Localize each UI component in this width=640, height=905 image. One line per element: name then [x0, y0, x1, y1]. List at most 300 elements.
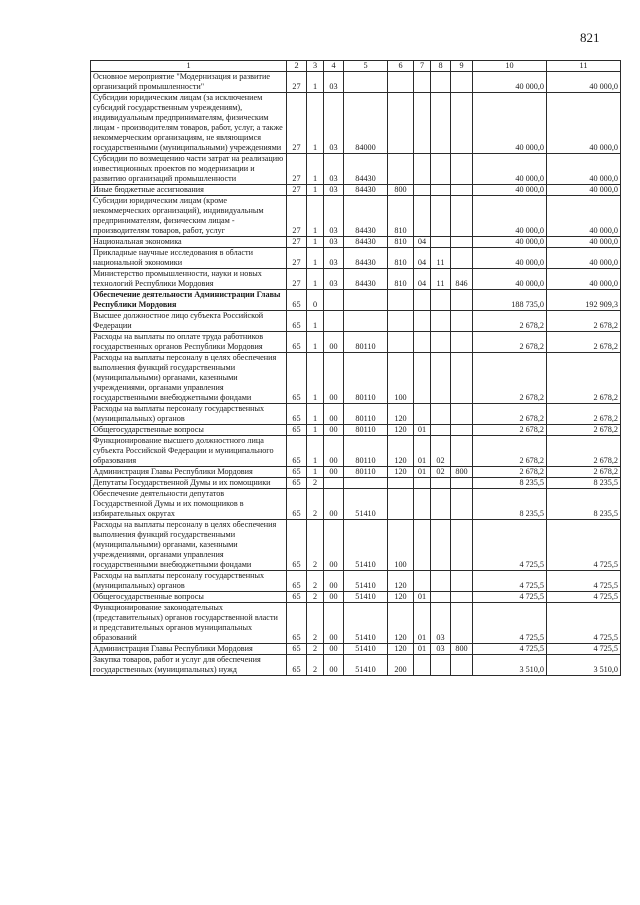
cell-col-6 — [388, 154, 414, 185]
header-cell: 1 — [91, 61, 287, 72]
cell-col-3: 1 — [307, 93, 324, 154]
header-cell: 3 — [307, 61, 324, 72]
cell-col-3: 2 — [307, 592, 324, 603]
cell-col-3: 2 — [307, 655, 324, 676]
cell-col-2: 65 — [287, 404, 307, 425]
cell-col-7 — [414, 311, 431, 332]
cell-col-4: 00 — [324, 404, 344, 425]
cell-col-6: 100 — [388, 520, 414, 571]
cell-col-3: 1 — [307, 436, 324, 467]
cell-amount-col-11: 2 678,2 — [547, 353, 621, 404]
cell-col-4: 03 — [324, 248, 344, 269]
cell-col-2: 65 — [287, 571, 307, 592]
table-row — [91, 436, 621, 467]
cell-col-8 — [431, 154, 451, 185]
cell-amount-col-10: 2 678,2 — [473, 311, 547, 332]
row-name: Субсидии юридическим лицам (за исключением субсидий государственным учреждениям), индивидуальным предпринимателям, физическим лицам - производителям товаров, работ, услуг, а также некоммерческим организациям, не являющимся государственными (муниципальными) учреждениями — [91, 93, 287, 154]
cell-col-9 — [451, 436, 473, 467]
cell-col-4: 00 — [324, 436, 344, 467]
cell-col-5: 51410 — [344, 489, 388, 520]
cell-col-8 — [431, 93, 451, 154]
table-row — [91, 425, 621, 436]
cell-col-8 — [431, 290, 451, 311]
table-row — [91, 571, 621, 592]
cell-col-7: 01 — [414, 644, 431, 655]
cell-col-6: 810 — [388, 237, 414, 248]
cell-amount-col-11: 4 725,5 — [547, 603, 621, 644]
table-row — [91, 72, 621, 93]
row-name: Расходы на выплаты персоналу государственных (муниципальных) органов — [91, 571, 287, 592]
cell-col-4: 00 — [324, 571, 344, 592]
cell-col-4: 00 — [324, 603, 344, 644]
cell-col-9 — [451, 425, 473, 436]
cell-col-4: 00 — [324, 644, 344, 655]
cell-col-3: 2 — [307, 489, 324, 520]
cell-col-5: 84430 — [344, 237, 388, 248]
row-name: Администрация Главы Республики Мордовия — [91, 467, 287, 478]
cell-col-7 — [414, 478, 431, 489]
cell-amount-col-11: 40 000,0 — [547, 154, 621, 185]
cell-col-7: 01 — [414, 603, 431, 644]
row-name: Расходы на выплаты персоналу в целях обеспечения выполнения функций государственными (муниципальными) органами, казенными учреждениями, органами управления государственными внебюджетными фондами — [91, 520, 287, 571]
cell-col-7: 01 — [414, 425, 431, 436]
cell-col-7 — [414, 520, 431, 571]
row-name: Прикладные научные исследования в области национальной экономики — [91, 248, 287, 269]
cell-amount-col-10: 4 725,5 — [473, 603, 547, 644]
cell-amount-col-10: 40 000,0 — [473, 72, 547, 93]
cell-col-5: 51410 — [344, 644, 388, 655]
cell-col-9 — [451, 290, 473, 311]
cell-col-3: 2 — [307, 571, 324, 592]
cell-amount-col-10: 2 678,2 — [473, 436, 547, 467]
cell-col-6: 810 — [388, 248, 414, 269]
cell-col-5: 51410 — [344, 571, 388, 592]
cell-col-3: 1 — [307, 196, 324, 237]
cell-col-4: 00 — [324, 425, 344, 436]
cell-col-8 — [431, 237, 451, 248]
table-row — [91, 196, 621, 237]
cell-col-5: 80110 — [344, 467, 388, 478]
cell-col-5: 84430 — [344, 154, 388, 185]
cell-col-6: 120 — [388, 404, 414, 425]
cell-col-5: 84430 — [344, 196, 388, 237]
cell-col-2: 27 — [287, 93, 307, 154]
cell-col-5: 80110 — [344, 425, 388, 436]
cell-col-9 — [451, 72, 473, 93]
cell-amount-col-11: 40 000,0 — [547, 269, 621, 290]
cell-col-7 — [414, 655, 431, 676]
cell-col-7 — [414, 571, 431, 592]
cell-col-4 — [324, 478, 344, 489]
table-row — [91, 655, 621, 676]
cell-amount-col-11: 2 678,2 — [547, 311, 621, 332]
cell-col-6: 120 — [388, 436, 414, 467]
cell-col-8 — [431, 311, 451, 332]
cell-col-7 — [414, 332, 431, 353]
header-cell: 10 — [473, 61, 547, 72]
cell-amount-col-10: 2 678,2 — [473, 353, 547, 404]
cell-col-7 — [414, 185, 431, 196]
cell-col-6: 200 — [388, 655, 414, 676]
cell-col-3: 1 — [307, 425, 324, 436]
cell-amount-col-11: 40 000,0 — [547, 196, 621, 237]
header-cell: 6 — [388, 61, 414, 72]
cell-col-2: 65 — [287, 478, 307, 489]
cell-col-2: 65 — [287, 655, 307, 676]
cell-col-5: 51410 — [344, 520, 388, 571]
cell-col-9 — [451, 571, 473, 592]
cell-col-9 — [451, 248, 473, 269]
cell-col-5 — [344, 72, 388, 93]
cell-col-9 — [451, 311, 473, 332]
cell-col-7 — [414, 93, 431, 154]
cell-amount-col-10: 2 678,2 — [473, 404, 547, 425]
table-row — [91, 603, 621, 644]
cell-amount-col-10: 40 000,0 — [473, 185, 547, 196]
cell-col-7 — [414, 404, 431, 425]
cell-col-5 — [344, 290, 388, 311]
cell-col-5: 84430 — [344, 185, 388, 196]
cell-amount-col-10: 4 725,5 — [473, 644, 547, 655]
cell-col-9 — [451, 237, 473, 248]
cell-col-2: 27 — [287, 269, 307, 290]
cell-amount-col-10: 4 725,5 — [473, 592, 547, 603]
cell-amount-col-10: 40 000,0 — [473, 93, 547, 154]
cell-amount-col-10: 40 000,0 — [473, 196, 547, 237]
header-cell: 2 — [287, 61, 307, 72]
cell-col-3: 2 — [307, 644, 324, 655]
cell-col-8: 03 — [431, 644, 451, 655]
row-name: Функционирование высшего должностного лица субъекта Российской Федерации и муниципального образования — [91, 436, 287, 467]
cell-col-9: 800 — [451, 644, 473, 655]
cell-col-3: 1 — [307, 332, 324, 353]
cell-col-3: 1 — [307, 154, 324, 185]
cell-col-9 — [451, 332, 473, 353]
cell-col-2: 65 — [287, 290, 307, 311]
cell-col-5: 80110 — [344, 436, 388, 467]
cell-amount-col-11: 4 725,5 — [547, 520, 621, 571]
cell-col-3: 2 — [307, 603, 324, 644]
cell-col-6 — [388, 72, 414, 93]
cell-col-6: 120 — [388, 571, 414, 592]
cell-col-5: 51410 — [344, 592, 388, 603]
cell-col-2: 65 — [287, 467, 307, 478]
row-name: Субсидии по возмещению части затрат на реализацию инвестиционных проектов по модернизации и развитию организаций промышленности — [91, 154, 287, 185]
cell-amount-col-11: 2 678,2 — [547, 425, 621, 436]
cell-col-5: 51410 — [344, 655, 388, 676]
cell-col-8 — [431, 72, 451, 93]
cell-col-6 — [388, 489, 414, 520]
cell-col-8 — [431, 655, 451, 676]
cell-amount-col-11: 2 678,2 — [547, 436, 621, 467]
cell-col-4: 00 — [324, 592, 344, 603]
cell-amount-col-10: 188 735,0 — [473, 290, 547, 311]
cell-col-7 — [414, 290, 431, 311]
cell-col-6: 100 — [388, 353, 414, 404]
cell-col-4: 00 — [324, 467, 344, 478]
cell-col-3: 1 — [307, 404, 324, 425]
cell-amount-col-10: 3 510,0 — [473, 655, 547, 676]
cell-col-2: 65 — [287, 489, 307, 520]
cell-amount-col-11: 3 510,0 — [547, 655, 621, 676]
cell-col-7: 04 — [414, 248, 431, 269]
cell-amount-col-11: 4 725,5 — [547, 644, 621, 655]
cell-col-8: 11 — [431, 248, 451, 269]
cell-amount-col-10: 40 000,0 — [473, 248, 547, 269]
cell-col-3: 1 — [307, 72, 324, 93]
table-row — [91, 478, 621, 489]
table-row — [91, 467, 621, 478]
cell-col-3: 1 — [307, 467, 324, 478]
cell-col-6: 120 — [388, 425, 414, 436]
cell-col-7: 04 — [414, 237, 431, 248]
cell-col-8 — [431, 592, 451, 603]
cell-col-7 — [414, 353, 431, 404]
cell-col-8: 03 — [431, 603, 451, 644]
cell-amount-col-10: 40 000,0 — [473, 269, 547, 290]
cell-col-7 — [414, 489, 431, 520]
cell-amount-col-11: 4 725,5 — [547, 571, 621, 592]
cell-col-9 — [451, 520, 473, 571]
cell-col-2: 27 — [287, 196, 307, 237]
cell-col-4: 03 — [324, 196, 344, 237]
cell-col-9 — [451, 154, 473, 185]
cell-amount-col-10: 2 678,2 — [473, 332, 547, 353]
cell-col-4: 03 — [324, 237, 344, 248]
table-row — [91, 93, 621, 154]
header-cell: 5 — [344, 61, 388, 72]
cell-col-4 — [324, 311, 344, 332]
row-name: Основное мероприятие "Модернизация и развитие организаций промышленности" — [91, 72, 287, 93]
row-name: Общегосударственные вопросы — [91, 425, 287, 436]
row-name: Расходы на выплаты персоналу государственных (муниципальных) органов — [91, 404, 287, 425]
cell-col-4: 03 — [324, 185, 344, 196]
row-name: Расходы на выплаты персоналу в целях обеспечения выполнения функций государственными (муниципальными) органами, казенными учреждениями, органами управления государственными внебюджетными фондами — [91, 353, 287, 404]
header-cell: 11 — [547, 61, 621, 72]
cell-amount-col-11: 40 000,0 — [547, 237, 621, 248]
cell-col-3: 1 — [307, 185, 324, 196]
table-row — [91, 644, 621, 655]
cell-col-4: 00 — [324, 520, 344, 571]
header-cell: 8 — [431, 61, 451, 72]
row-name: Функционирование законодательных (представительных) органов государственной власти и представительных органов муниципальных образований — [91, 603, 287, 644]
table-row — [91, 592, 621, 603]
cell-col-2: 65 — [287, 353, 307, 404]
cell-col-7 — [414, 154, 431, 185]
table-row — [91, 185, 621, 196]
cell-col-8 — [431, 489, 451, 520]
table-row — [91, 311, 621, 332]
cell-col-5: 80110 — [344, 404, 388, 425]
row-name: Иные бюджетные ассигнования — [91, 185, 287, 196]
header-cell: 9 — [451, 61, 473, 72]
cell-col-3: 1 — [307, 237, 324, 248]
cell-col-9 — [451, 655, 473, 676]
cell-amount-col-11: 2 678,2 — [547, 332, 621, 353]
cell-col-3: 2 — [307, 520, 324, 571]
cell-col-2: 27 — [287, 237, 307, 248]
cell-col-9 — [451, 603, 473, 644]
cell-col-2: 65 — [287, 436, 307, 467]
row-name: Министерство промышленности, науки и новых технологий Республики Мордовия — [91, 269, 287, 290]
table-body — [91, 72, 621, 676]
row-name: Обеспечение деятельности депутатов Государственной Думы и их помощников в избирательных округах — [91, 489, 287, 520]
cell-col-5: 84000 — [344, 93, 388, 154]
cell-col-9 — [451, 353, 473, 404]
table-row — [91, 489, 621, 520]
cell-col-7: 04 — [414, 269, 431, 290]
cell-amount-col-10: 4 725,5 — [473, 571, 547, 592]
cell-col-9 — [451, 592, 473, 603]
table-row — [91, 520, 621, 571]
cell-col-6 — [388, 311, 414, 332]
table-row — [91, 290, 621, 311]
cell-col-8: 02 — [431, 436, 451, 467]
header-cell: 7 — [414, 61, 431, 72]
page-number: 821 — [580, 30, 600, 45]
cell-col-7: 01 — [414, 467, 431, 478]
cell-col-3: 1 — [307, 353, 324, 404]
cell-col-8 — [431, 196, 451, 237]
cell-amount-col-11: 40 000,0 — [547, 248, 621, 269]
table-row — [91, 248, 621, 269]
cell-col-2: 65 — [287, 644, 307, 655]
cell-amount-col-10: 8 235,5 — [473, 478, 547, 489]
cell-col-2: 65 — [287, 425, 307, 436]
cell-col-8: 11 — [431, 269, 451, 290]
cell-col-5: 80110 — [344, 332, 388, 353]
cell-col-6: 810 — [388, 269, 414, 290]
table-row — [91, 269, 621, 290]
cell-amount-col-11: 2 678,2 — [547, 404, 621, 425]
cell-col-9: 846 — [451, 269, 473, 290]
cell-col-4: 03 — [324, 154, 344, 185]
cell-col-6 — [388, 290, 414, 311]
cell-col-2: 65 — [287, 603, 307, 644]
cell-col-6 — [388, 93, 414, 154]
cell-amount-col-11: 40 000,0 — [547, 185, 621, 196]
cell-col-8 — [431, 353, 451, 404]
table-row — [91, 404, 621, 425]
cell-col-5: 51410 — [344, 603, 388, 644]
cell-col-4: 00 — [324, 489, 344, 520]
budget-table — [90, 60, 621, 676]
cell-amount-col-11: 4 725,5 — [547, 592, 621, 603]
cell-col-2: 65 — [287, 520, 307, 571]
cell-col-3: 1 — [307, 311, 324, 332]
cell-amount-col-11: 2 678,2 — [547, 467, 621, 478]
cell-col-7: 01 — [414, 436, 431, 467]
cell-col-4: 03 — [324, 93, 344, 154]
cell-col-8 — [431, 332, 451, 353]
row-name: Обеспечение деятельности Администрации Главы Республики Мордовия — [91, 290, 287, 311]
cell-col-6: 800 — [388, 185, 414, 196]
cell-col-4: 00 — [324, 655, 344, 676]
cell-amount-col-10: 8 235,5 — [473, 489, 547, 520]
cell-col-9 — [451, 93, 473, 154]
cell-amount-col-10: 2 678,2 — [473, 425, 547, 436]
cell-col-2: 65 — [287, 311, 307, 332]
cell-col-3: 0 — [307, 290, 324, 311]
cell-amount-col-11: 40 000,0 — [547, 93, 621, 154]
cell-col-8 — [431, 520, 451, 571]
cell-col-5 — [344, 311, 388, 332]
cell-col-8 — [431, 425, 451, 436]
cell-col-6: 810 — [388, 196, 414, 237]
row-name: Закупка товаров, работ и услуг для обеспечения государственных (муниципальных) нужд — [91, 655, 287, 676]
cell-col-6 — [388, 332, 414, 353]
cell-col-6: 120 — [388, 592, 414, 603]
cell-amount-col-10: 40 000,0 — [473, 154, 547, 185]
cell-col-9 — [451, 404, 473, 425]
cell-amount-col-10: 4 725,5 — [473, 520, 547, 571]
cell-col-9 — [451, 185, 473, 196]
row-name: Национальная экономика — [91, 237, 287, 248]
cell-amount-col-10: 2 678,2 — [473, 467, 547, 478]
cell-col-7 — [414, 196, 431, 237]
row-name: Субсидии юридическим лицам (кроме некоммерческих организаций), индивидуальным предпринимателям, физическим лицам - производителям товаров, работ, услуг — [91, 196, 287, 237]
cell-amount-col-11: 192 909,3 — [547, 290, 621, 311]
cell-amount-col-11: 40 000,0 — [547, 72, 621, 93]
cell-col-7: 01 — [414, 592, 431, 603]
table-header-row — [91, 61, 621, 72]
cell-col-8 — [431, 185, 451, 196]
table-row — [91, 237, 621, 248]
cell-col-4: 03 — [324, 72, 344, 93]
cell-col-2: 65 — [287, 332, 307, 353]
row-name: Общегосударственные вопросы — [91, 592, 287, 603]
row-name: Высшее должностное лицо субъекта Российской Федерации — [91, 311, 287, 332]
cell-col-3: 2 — [307, 478, 324, 489]
cell-col-5 — [344, 478, 388, 489]
cell-col-3: 1 — [307, 269, 324, 290]
cell-col-9 — [451, 489, 473, 520]
cell-col-9 — [451, 196, 473, 237]
table-row — [91, 332, 621, 353]
cell-col-6: 120 — [388, 603, 414, 644]
cell-col-2: 27 — [287, 248, 307, 269]
cell-col-9 — [451, 478, 473, 489]
row-name: Расходы на выплаты по оплате труда работников государственных органов Республики Мордовия — [91, 332, 287, 353]
table-row — [91, 154, 621, 185]
table-row — [91, 353, 621, 404]
cell-col-4: 00 — [324, 353, 344, 404]
cell-col-6: 120 — [388, 644, 414, 655]
cell-col-5: 84430 — [344, 269, 388, 290]
cell-col-4: 00 — [324, 332, 344, 353]
cell-col-8 — [431, 478, 451, 489]
cell-amount-col-10: 40 000,0 — [473, 237, 547, 248]
cell-col-9: 800 — [451, 467, 473, 478]
cell-col-3: 1 — [307, 248, 324, 269]
cell-col-6 — [388, 478, 414, 489]
cell-col-5: 80110 — [344, 353, 388, 404]
cell-col-5: 84430 — [344, 248, 388, 269]
cell-col-4 — [324, 290, 344, 311]
cell-col-2: 27 — [287, 72, 307, 93]
cell-col-7 — [414, 72, 431, 93]
cell-col-8: 02 — [431, 467, 451, 478]
cell-col-6: 120 — [388, 467, 414, 478]
header-cell: 4 — [324, 61, 344, 72]
cell-amount-col-11: 8 235,5 — [547, 478, 621, 489]
cell-col-2: 27 — [287, 154, 307, 185]
row-name: Депутаты Государственной Думы и их помощники — [91, 478, 287, 489]
cell-amount-col-11: 8 235,5 — [547, 489, 621, 520]
cell-col-2: 27 — [287, 185, 307, 196]
cell-col-8 — [431, 404, 451, 425]
cell-col-4: 03 — [324, 269, 344, 290]
